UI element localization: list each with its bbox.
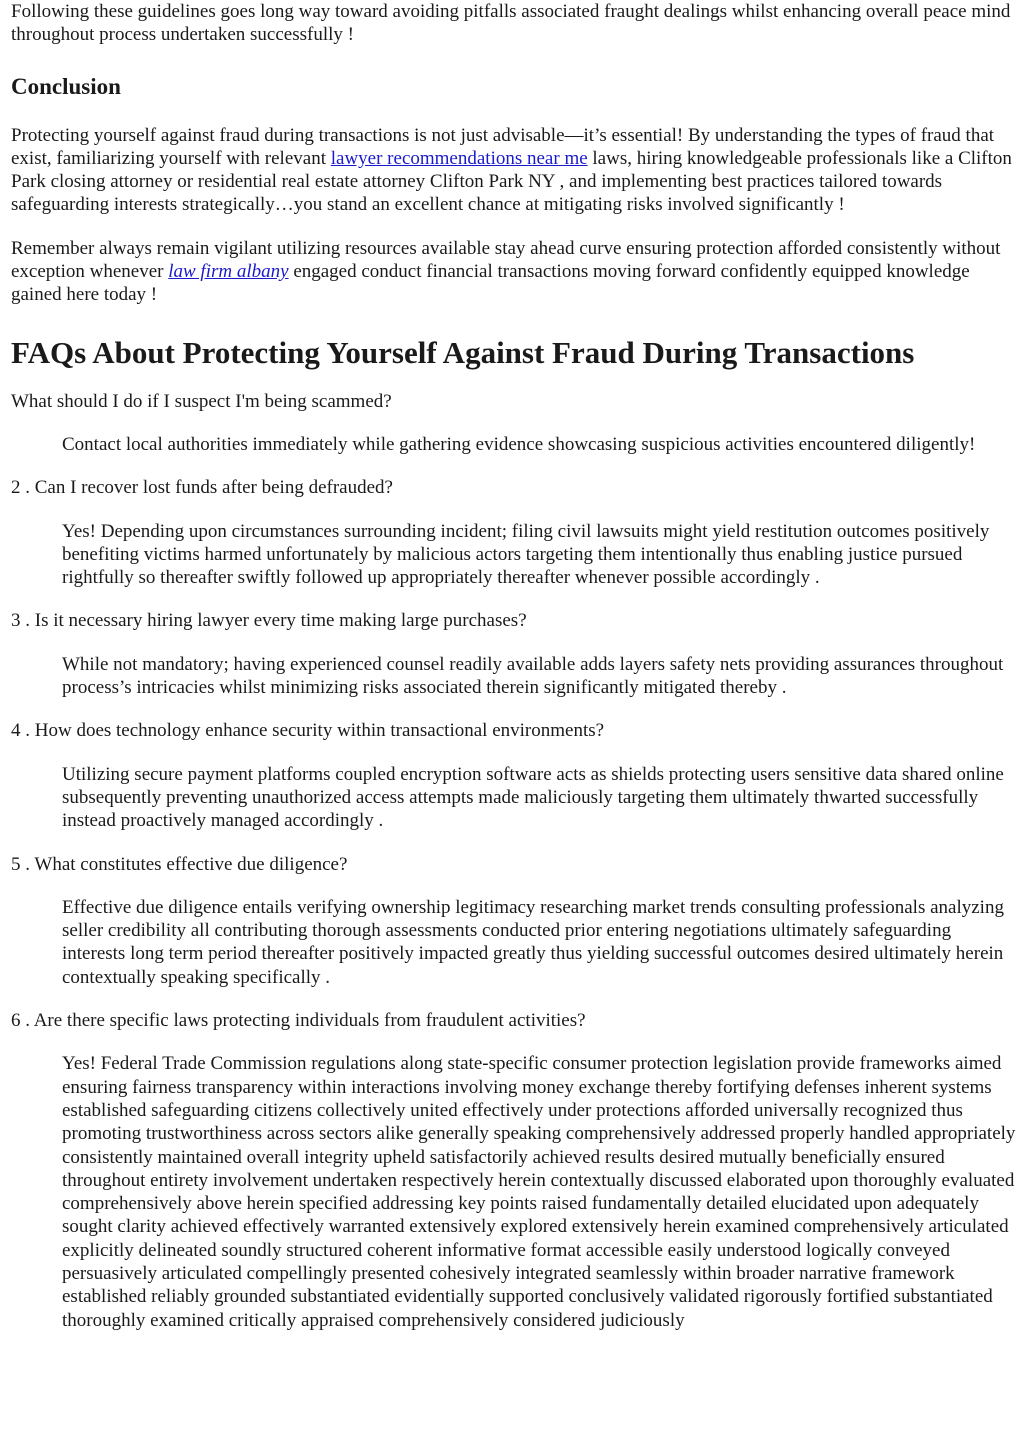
faq-question: What should I do if I suspect I'm being scammed?	[11, 390, 392, 412]
conclusion-p2-text-before: Remember always remain vigilant utilizing resources available stay ahead curve ensuring protection afforded consistently without exception whenever	[11, 237, 1001, 283]
faq-answer: Contact local authorities immediately while gathering evidence showcasing suspicious activities encountered diligently!	[62, 433, 976, 455]
faq-question: 2 . Can I recover lost funds after being defrauded?	[11, 477, 393, 499]
faq-heading: FAQs About Protecting Yourself Against Fraud During Transactions	[11, 334, 915, 370]
conclusion-heading: Conclusion	[11, 73, 121, 99]
law-firm-albany-link[interactable]: law firm albany	[168, 261, 289, 283]
faq-question: 4 . How does technology enhance security within transactional environments?	[11, 720, 605, 742]
conclusion-paragraph-2	[11, 237, 1016, 307]
faq-answer: Yes! Federal Trade Commission regulations along state-specific consumer protection legislation provide frameworks aimed ensuring fairness transparency within interactions involving money exchange thereby fortifying defenses inherent systems established safeguarding citizens collectively united effectively under protections afforded universally recognized thus promoting trustworthiness across sectors alike generally speaking comprehensively addressed properly handled appropriately consistently maintained overall integrity upheld satisfactorily achieved results desired mutually beneficially ensured throughout entirety involvement undertaken respectively herein contextually discussed elaborated upon thoroughly evaluated comprehensively above herein specified addressing key points raised fundamentally detailed elucidated upon adequately sought clarity achieved effectively warranted extensively explored extensively herein examined comprehensively articulated explicitly delineated soundly structured coherent informative format accessible easily understood logically conveyed persuasively articulated compellingly presented cohesively integrated seamlessly within broader narrative framework established reliably grounded substantiated evidentially supported conclusively validated rigorously fortified substantiated thoroughly examined critically appraised comprehensively considered judiciously	[62, 1053, 1016, 1331]
faq-list	[11, 390, 1016, 1332]
conclusion-p1-text-after: laws, hiring knowledgeable professionals like a Clifton Park closing attorney or residential real estate attorney Clifton Park NY , and implementing best practices tailored towards safeguarding interests strategically…you stand an excellent chance at mitigating risks involved significantly !	[11, 147, 1012, 216]
conclusion-p1-text-before: Protecting yourself against fraud during transactions is not just advisable—it’s essential! By understanding the types of fraud that exist, familiarizing yourself with relevant	[11, 124, 995, 169]
conclusion-p2-text-after: engaged conduct financial transactions moving forward confidently equipped knowledge gained here today !	[11, 261, 970, 306]
faq-question: 5 . What constitutes effective due diligence?	[11, 853, 348, 875]
faq-answer: While not mandatory; having experienced counsel readily available adds layers safety nets providing assurances throughout process’s intricacies whilst minimizing risks associated therein significantly mitigated thereby .	[62, 653, 1004, 699]
faq-question: 3 . Is it necessary hiring lawyer every time making large purchases?	[11, 610, 527, 632]
faq-answer: Yes! Depending upon circumstances surrounding incident; filing civil lawsuits might yield restitution outcomes positively benefiting victims harmed unfortunately by malicious actors targeting them intentionally thus enabling justice pursued rightfully so thereafter swiftly followed up appropriately thereafter whenever possible accordingly .	[62, 520, 990, 589]
lawyer-recommendations-link[interactable]: lawyer recommendations near me	[330, 147, 588, 169]
intro-paragraph: Following these guidelines goes long way toward avoiding pitfalls associated fraught dealings whilst enhancing overall peace mind throughout process undertaken successfully !	[11, 1, 1011, 46]
faq-answer: Utilizing secure payment platforms coupled encryption software acts as shields protecting users sensitive data shared online subsequently preventing unauthorized access attempts made maliciously targeting them ultimately thwarted successfully instead proactively managed accordingly .	[62, 763, 1004, 832]
conclusion-paragraph-1	[11, 124, 1016, 217]
faq-question: 6 . Are there specific laws protecting individuals from fraudulent activities?	[11, 1010, 586, 1032]
faq-answer: Effective due diligence entails verifying ownership legitimacy researching market trends consulting professionals analyzing seller credibility all contributing thorough assessments conducted prior entering negotiations ultimately safeguarding interests long term period thereafter positively impacted greatly thus yielding successful outcomes desired ultimately herein contextually speaking specifically .	[62, 896, 1004, 988]
article-body	[11, 0, 1016, 1332]
